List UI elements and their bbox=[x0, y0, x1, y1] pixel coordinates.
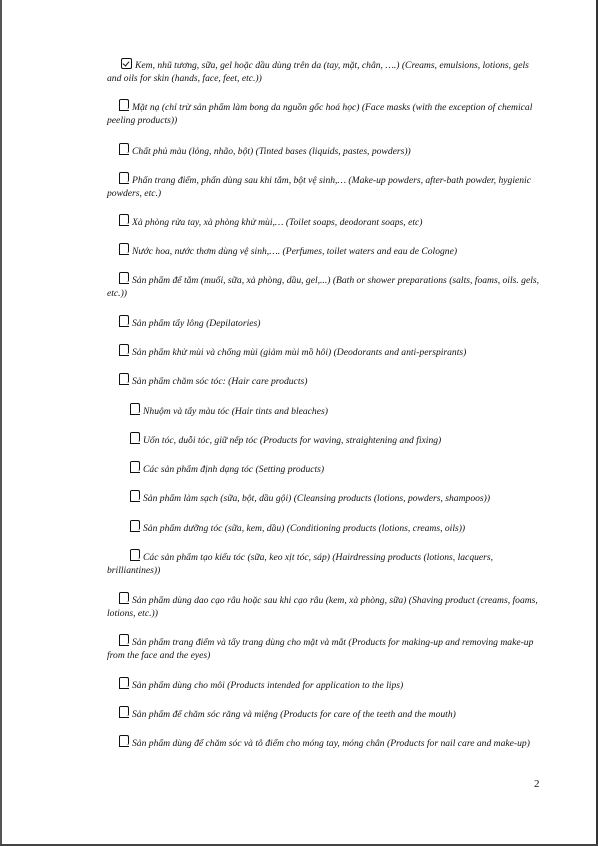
checkbox-icon[interactable] bbox=[130, 550, 140, 561]
checklist-item bbox=[107, 173, 545, 200]
checklist-item bbox=[107, 491, 545, 505]
page-edge-left bbox=[0, 0, 2, 846]
checklist-item bbox=[107, 550, 545, 577]
checkbox-icon[interactable] bbox=[119, 707, 129, 718]
item-text: Sản phẩm để tắm (muối, sữa, xà phòng, dầu, gel,...) (Bath or shower preparations (salts, foams, oils. gels, etc.)) bbox=[107, 275, 540, 299]
checkbox-icon[interactable] bbox=[119, 100, 129, 111]
checklist-item bbox=[107, 521, 545, 535]
item-text: Nhuộm và tẩy màu tóc (Hair tints and bleaches) bbox=[143, 406, 328, 417]
checklist-item bbox=[107, 144, 545, 158]
checklist-item bbox=[107, 215, 545, 229]
item-text: Sản phẩm làm sạch (sữa, bột, dầu gội) (Cleansing products (lotions, powders, shampoos)) bbox=[143, 493, 491, 504]
page-number: 2 bbox=[534, 778, 540, 790]
checklist-item bbox=[107, 345, 545, 359]
checkbox-checked-icon[interactable] bbox=[121, 58, 132, 69]
item-text: Sản phẩm dùng cho môi (Products intended for application to the lips) bbox=[132, 680, 404, 691]
item-text: Nước hoa, nước thơm dùng vệ sinh,…. (Perfumes, toilet waters and eau de Cologne) bbox=[132, 246, 458, 257]
checklist-item bbox=[107, 433, 545, 447]
checklist-item bbox=[107, 707, 545, 721]
checkbox-icon[interactable] bbox=[119, 345, 129, 356]
checkbox-icon[interactable] bbox=[130, 462, 140, 473]
checklist-item bbox=[107, 736, 545, 750]
checkbox-icon[interactable] bbox=[119, 244, 129, 255]
item-text: Sản phẩm dùng để chăm sóc và tô điểm cho móng tay, móng chân (Products for nail care and make-up) bbox=[132, 738, 530, 749]
checklist-item bbox=[107, 635, 545, 662]
checkbox-icon[interactable] bbox=[130, 521, 140, 532]
checkbox-icon[interactable] bbox=[119, 374, 129, 385]
item-text: Uốn tóc, duỗi tóc, giữ nếp tóc (Products for waving, straightening and fixing) bbox=[143, 435, 442, 446]
checklist-item bbox=[107, 374, 545, 388]
checklist-item bbox=[107, 462, 545, 476]
item-text: Phấn trang điểm, phấn dùng sau khi tắm, bột vệ sinh,… (Make-up powders, after-bath powder, hygienic powders, etc.) bbox=[107, 175, 531, 199]
item-text: Xà phòng rửa tay, xà phòng khử mùi,… (Toilet soaps, deodorant soaps, etc) bbox=[132, 217, 423, 228]
checkbox-icon[interactable] bbox=[119, 173, 129, 184]
checkbox-icon[interactable] bbox=[130, 433, 140, 444]
item-text: Các sản phẩm định dạng tóc (Setting products) bbox=[143, 464, 325, 475]
item-text: Các sản phẩm tạo kiểu tóc (sữa, keo xịt tóc, sáp) (Hairdressing products (lotions, lacquers, brilliantines)) bbox=[107, 552, 494, 576]
checklist-item bbox=[107, 100, 545, 127]
checkbox-icon[interactable] bbox=[119, 736, 129, 747]
item-text: Kem, nhũ tương, sữa, gel hoặc dầu dùng trên da (tay, mặt, chân, ….) (Creams, emulsions, lotions, gels and oils for skin (hands, face, feet, etc.)) bbox=[107, 60, 529, 84]
checkbox-icon[interactable] bbox=[119, 678, 129, 689]
checklist-item bbox=[107, 244, 545, 258]
item-text: Sản phẩm để chăm sóc răng và miệng (Products for care of the teeth and the mouth) bbox=[132, 709, 456, 720]
item-text: Sản phẩm dùng dao cạo râu hoặc sau khi cạo râu (kem, xà phòng, sữa) (Shaving product (creams, foams, lotions, etc.)) bbox=[107, 595, 538, 619]
item-text: Sản phẩm dưỡng tóc (sữa, kem, dầu) (Conditioning products (lotions, creams, oils)) bbox=[143, 523, 466, 534]
item-text: Mặt nạ (chỉ trừ sản phẩm làm bong da nguồn gốc hoá học) (Face masks (with the exception of chemical peeling products)) bbox=[107, 102, 533, 126]
checkbox-icon[interactable] bbox=[119, 593, 129, 604]
item-text: Sản phẩm chăm sóc tóc: (Hair care products) bbox=[132, 376, 308, 387]
checklist-item bbox=[107, 316, 545, 330]
checklist-item bbox=[107, 58, 545, 85]
checkbox-icon[interactable] bbox=[119, 215, 129, 226]
item-text: Sản phẩm tẩy lông (Depilatories) bbox=[132, 318, 261, 329]
item-text: Sản phẩm khử mùi và chống mùi (giảm mùi mồ hôi) (Deodorants and anti-perspirants) bbox=[132, 347, 467, 358]
checkbox-icon[interactable] bbox=[119, 144, 129, 155]
checkbox-icon[interactable] bbox=[119, 273, 129, 284]
item-text: Chất phủ màu (lỏng, nhão, bột) (Tinted bases (liquids, pastes, powders)) bbox=[132, 146, 411, 157]
checklist-item bbox=[107, 273, 545, 300]
checklist-item bbox=[107, 678, 545, 692]
checkbox-icon[interactable] bbox=[119, 635, 129, 646]
checkbox-icon[interactable] bbox=[130, 404, 140, 415]
item-text: Sản phẩm trang điểm và tẩy trang dùng cho mặt và mắt (Products for making-up and removing make-up from the face and the eyes) bbox=[107, 637, 534, 661]
checkbox-icon[interactable] bbox=[130, 491, 140, 502]
checklist-item bbox=[107, 593, 545, 620]
checklist-item bbox=[107, 404, 545, 418]
checkbox-icon[interactable] bbox=[119, 316, 129, 327]
